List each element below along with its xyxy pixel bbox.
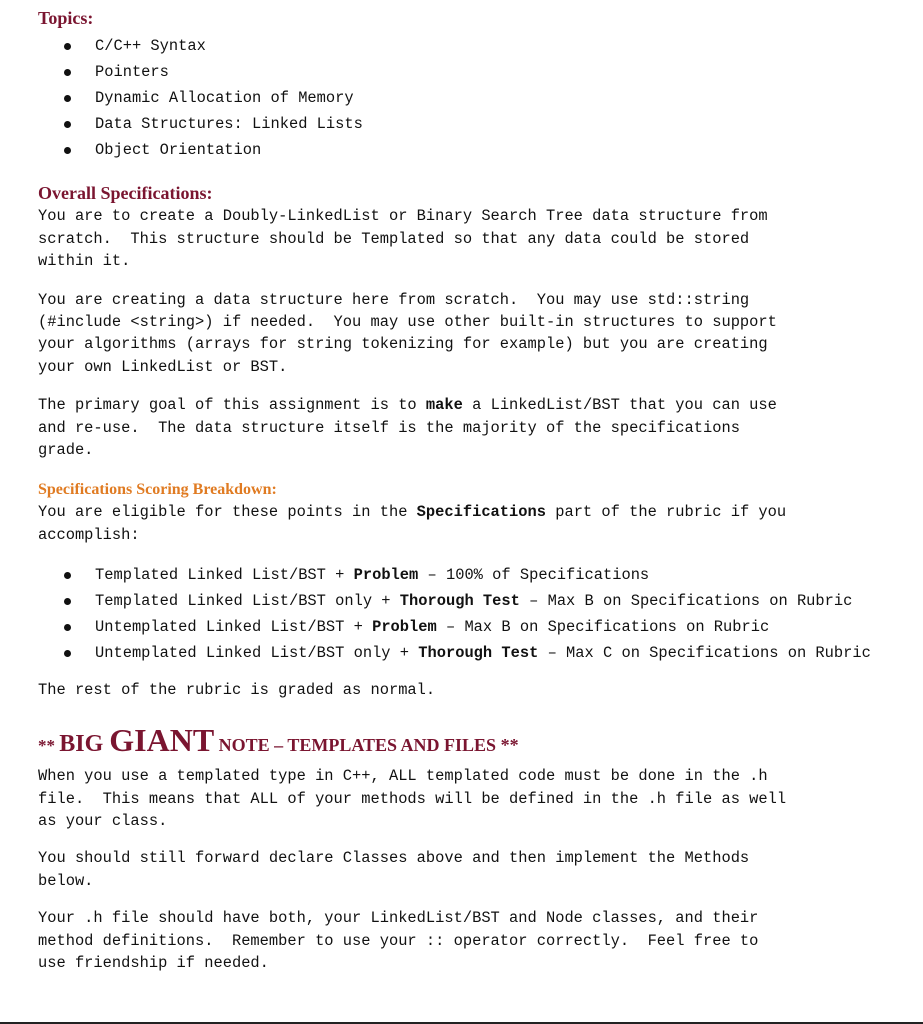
scoring-heading: Specifications Scoring Breakdown: [38,481,277,499]
scoring-intro [38,501,898,546]
list-item [38,87,898,109]
topic-text: Dynamic Allocation of Memory [95,89,354,107]
topic-text: Data Structures: Linked Lists [95,115,363,133]
emphasis-make: make [425,396,463,415]
text-run: a LinkedList/BST that you can use and re-use. The data structure itself is the majority of the specifications grade. [38,396,777,460]
list-item [38,139,898,161]
scoring-rest: The rest of the rubric is graded as normal. [38,680,436,699]
document-page [38,6,898,974]
text-run: – 100% of Specifications [418,566,650,585]
scoring-list [38,564,898,664]
overall-paragraph-2: You are creating a data structure here from scratch. You may use std::string (#include <string>) if needed. You may use other built-in structures to support your algorithms (arrays for string tokenizing for example) but you are creating your own LinkedList or BST. [38,290,777,376]
bullet-icon [64,624,71,631]
bullet-icon [64,598,71,605]
list-item [38,61,898,83]
text-run: BIG [59,731,110,758]
list-item [38,35,898,57]
overall-paragraph-3 [38,394,898,461]
text-run: GIANT [109,722,215,759]
topic-text: Object Orientation [95,141,262,159]
bullet-icon [64,650,71,657]
emphasis-term: Problem [372,618,437,637]
bullet-icon [64,95,71,102]
text-run: You are eligible for these points in the [38,503,417,522]
emphasis-specifications: Specifications [416,503,546,522]
list-item [38,616,898,638]
note-paragraph-1: When you use a templated type in C++, ALL templated code must be done in the .h file. This means that ALL of your methods will be defined in the .h file as well as your class. [38,767,787,830]
overall-heading: Overall Specifications: [38,183,213,204]
text-run: – Max B on Specifications on Rubric [519,592,853,611]
text-run: NOTE – TEMPLATES AND FILES ** [214,735,519,756]
topics-list [38,35,898,161]
note-paragraph-3: Your .h file should have both, your LinkedList/BST and Node classes, and their method definitions. Remember to use your :: operator correctly. Feel free to use friendship if needed. [38,909,759,972]
big-giant-note-heading [38,723,898,763]
text-run: Untemplated Linked List/BST only + [95,644,419,663]
bullet-icon [64,147,71,154]
bullet-icon [64,43,71,50]
text-run: – Max C on Specifications on Rubric [538,644,871,663]
list-item [38,564,898,586]
topic-text: Pointers [95,63,169,81]
list-item [38,590,898,612]
emphasis-term: Thorough Test [418,644,539,663]
text-run: – Max B on Specifications on Rubric [436,618,770,637]
text-run: The primary goal of this assignment is to [38,396,426,415]
text-run: part of the rubric if you accomplish: [38,503,787,544]
list-item [38,113,898,135]
text-run: Templated Linked List/BST + [95,566,354,585]
note-paragraph-2: You should still forward declare Classes above and then implement the Methods below. [38,849,750,890]
emphasis-term: Thorough Test [399,592,520,611]
bullet-icon [64,69,71,76]
topics-heading: Topics: [38,8,94,28]
text-run: Untemplated Linked List/BST + [95,618,373,637]
topic-text: C/C++ Syntax [95,37,206,55]
text-run: Templated Linked List/BST only + [95,592,400,611]
bullet-icon [64,572,71,579]
overall-paragraph-1: You are to create a Doubly-LinkedList or Binary Search Tree data structure from scratch. This structure should be Templated so that any data could be stored within it. [38,207,768,271]
bullet-icon [64,121,71,128]
emphasis-term: Problem [353,566,419,585]
list-item [38,642,898,664]
text-run: ** [38,736,60,756]
